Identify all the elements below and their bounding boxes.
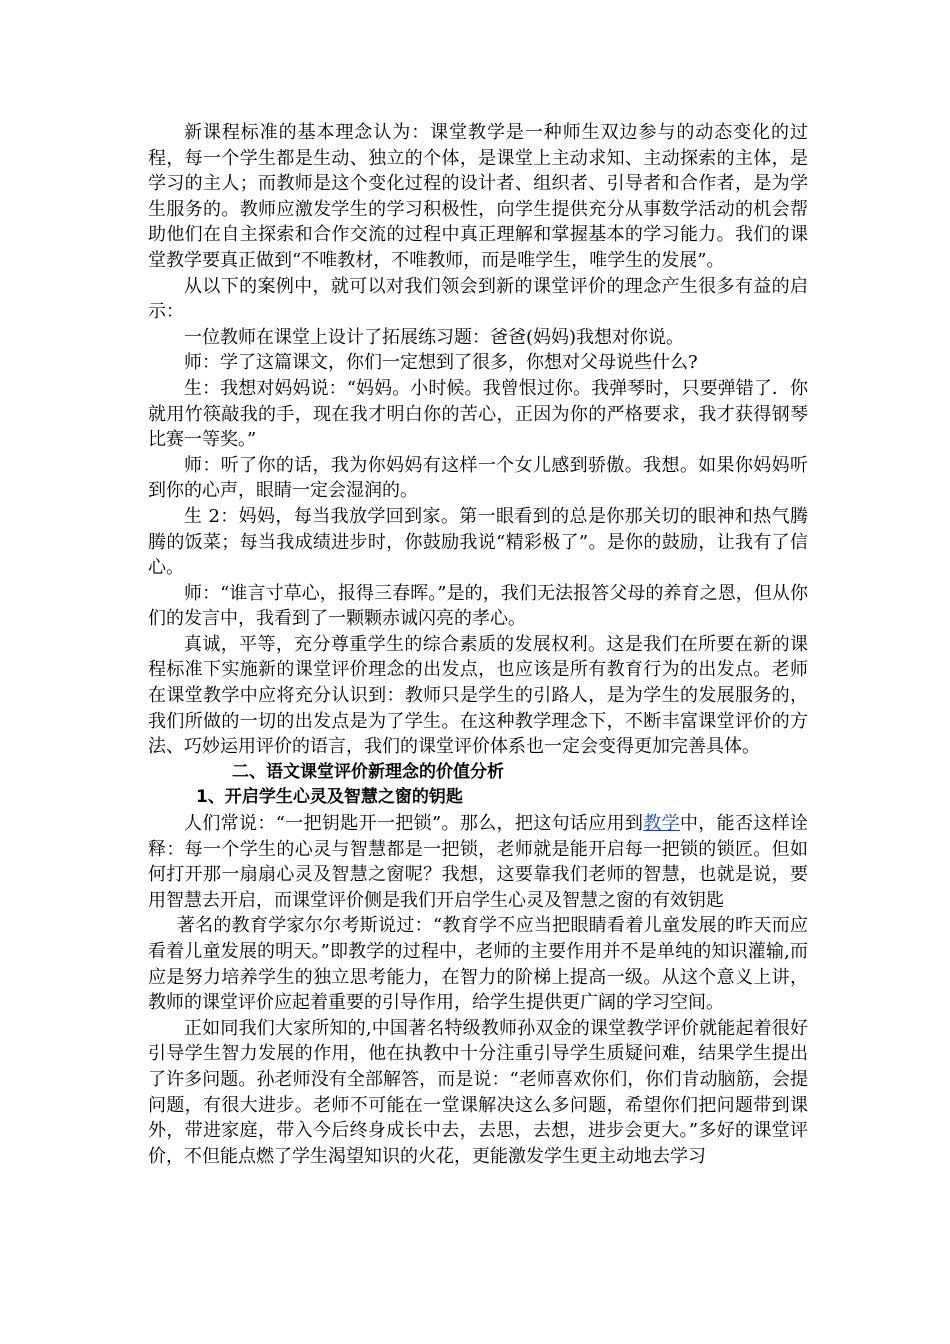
paragraph-sun-shuangjin: 正如同我们大家所知的,中国著名特级教师孙双金的课堂教学评价就能起着很好引导学生智力发展的作用，他在执教中十分注重引导学生质疑问难，结果学生提出了许多问题。孙老师没有全部解答，而是说：“老师喜欢你们，你们肯动脑筋，会提问题，有很大进步。老师不可能在一堂课解决这么多问题，希望你们把问题带到课外，带进家庭，带入今后终身成长中去，去思，去想，进步会更大。”多好的课堂评价，不但能点燃了学生渴望知识的火花，更能激发学生更主动地去学习: [148, 1017, 808, 1167]
paragraph-key-metaphor-start: 人们常说：“一把钥匙开一把锁”。那么，把这句话应用到: [184, 813, 644, 835]
section-heading: 二、语文课堂评价新理念的价值分析: [232, 761, 504, 782]
paragraph-key-metaphor-rest: 中，能否这样诠释：每一个学生的心灵与智慧都是一把锁，老师就是能开启每一把锁的锁匠。但如何打开那一扇扇心灵及智慧之窗呢？我想，这要靠我们老师的智慧，也就是说，要用智慧去开启，而课堂评价侧是我们开启学生心灵及智慧之窗的有效钥匙: [148, 813, 809, 911]
paragraph-teacher-reply-2: 师：“谁言寸草心，报得三春晖。”是的，我们无法报答父母的养育之恩，但从你们的发言中，我看到了一颗颗赤诚闪亮的孝心。: [148, 582, 808, 630]
document-body: [148, 120, 808, 1169]
paragraph-key-metaphor: [148, 811, 808, 913]
paragraph-sincerity: 真诚，平等，充分尊重学生的综合素质的发展权利。这是我们在所要在新的课程标准下实施新的课堂评价理念的出发点，也应该是所有教育行为的出发点。老师在课堂教学中应将充分认识到：教师只是学生的引路人，是为学生的发展服务的，我们所做的一切的出发点是为了学生。在这种教学理念下，不断丰富课堂评价的方法、巧妙运用评价的语言，我们的课堂评价体系也一定会变得更加完善具体。: [148, 633, 808, 758]
subsection-heading: 1、开启学生心灵及智慧之窗的钥匙: [196, 787, 463, 808]
paragraph-student-1: 生：我想对妈妈说：“妈妈。小时候。我曾恨过你。我弹琴时，只要弹错了．你就用竹筷敲我的手，现在我才明白你的苦心，正因为你的严格要求，我才获得钢琴比赛一等奖。”: [148, 377, 808, 451]
paragraph-teacher-reply-1: 师：听了你的话，我为你妈妈有这样一个女儿感到骄傲。我想。如果你妈妈听到你的心声，眼睛一定会湿润的。: [148, 454, 808, 502]
paragraph-exercise: 一位教师在课堂上设计了拓展练习题：爸爸(妈妈)我想对你说。: [184, 326, 685, 348]
paragraph-educator-quote: 著名的教育学家尔尔考斯说过：“教育学不应当把眼睛看着儿童发展的昨天而应看着儿童发展的明天。”即教学的过程中，老师的主要作用并不是单纯的知识灌输,而应是努力培养学生的独立思考能力，在智力的阶梯上提高一级。从这个意义上讲，教师的课堂评价应起着重要的引导作用，给学生提供更广阔的学习空间。: [148, 915, 808, 1014]
paragraph-teacher-question: 师：学了这篇课文，你们一定想到了很多，你想对父母说些什么?: [184, 352, 698, 374]
paragraph-curriculum-philosophy: 新课程标准的基本理念认为：课堂教学是一种师生双边参与的动态变化的过程，每一个学生都是生动、独立的个体，是课堂上主动求知、主动探索的主体，是学习的主人；而教师是这个变化过程的设计者、组织者、引导者和合作者，是为学生服务的。教师应激发学生的学习积极性，向学生提供充分从事数学活动的机会帮助他们在自主探索和合作交流的过程中真正理解和掌握基本的学习能力。我们的课堂教学要真正做到“不唯教材，不唯教师，而是唯学生，唯学生的发展”。: [148, 122, 808, 271]
paragraph-student-2: 生 2：妈妈，每当我放学回到家。第一眼看到的总是你那关切的眼神和热气腾腾的饭菜；每当我成绩进步时，你鼓励我说“精彩极了”。是你的鼓励，让我有了信心。: [148, 505, 808, 579]
teaching-link[interactable]: 教学: [643, 813, 680, 835]
paragraph-case-intro: 从以下的案例中，就可以对我们领会到新的课堂评价的理念产生很多有益的启示：: [148, 275, 808, 323]
